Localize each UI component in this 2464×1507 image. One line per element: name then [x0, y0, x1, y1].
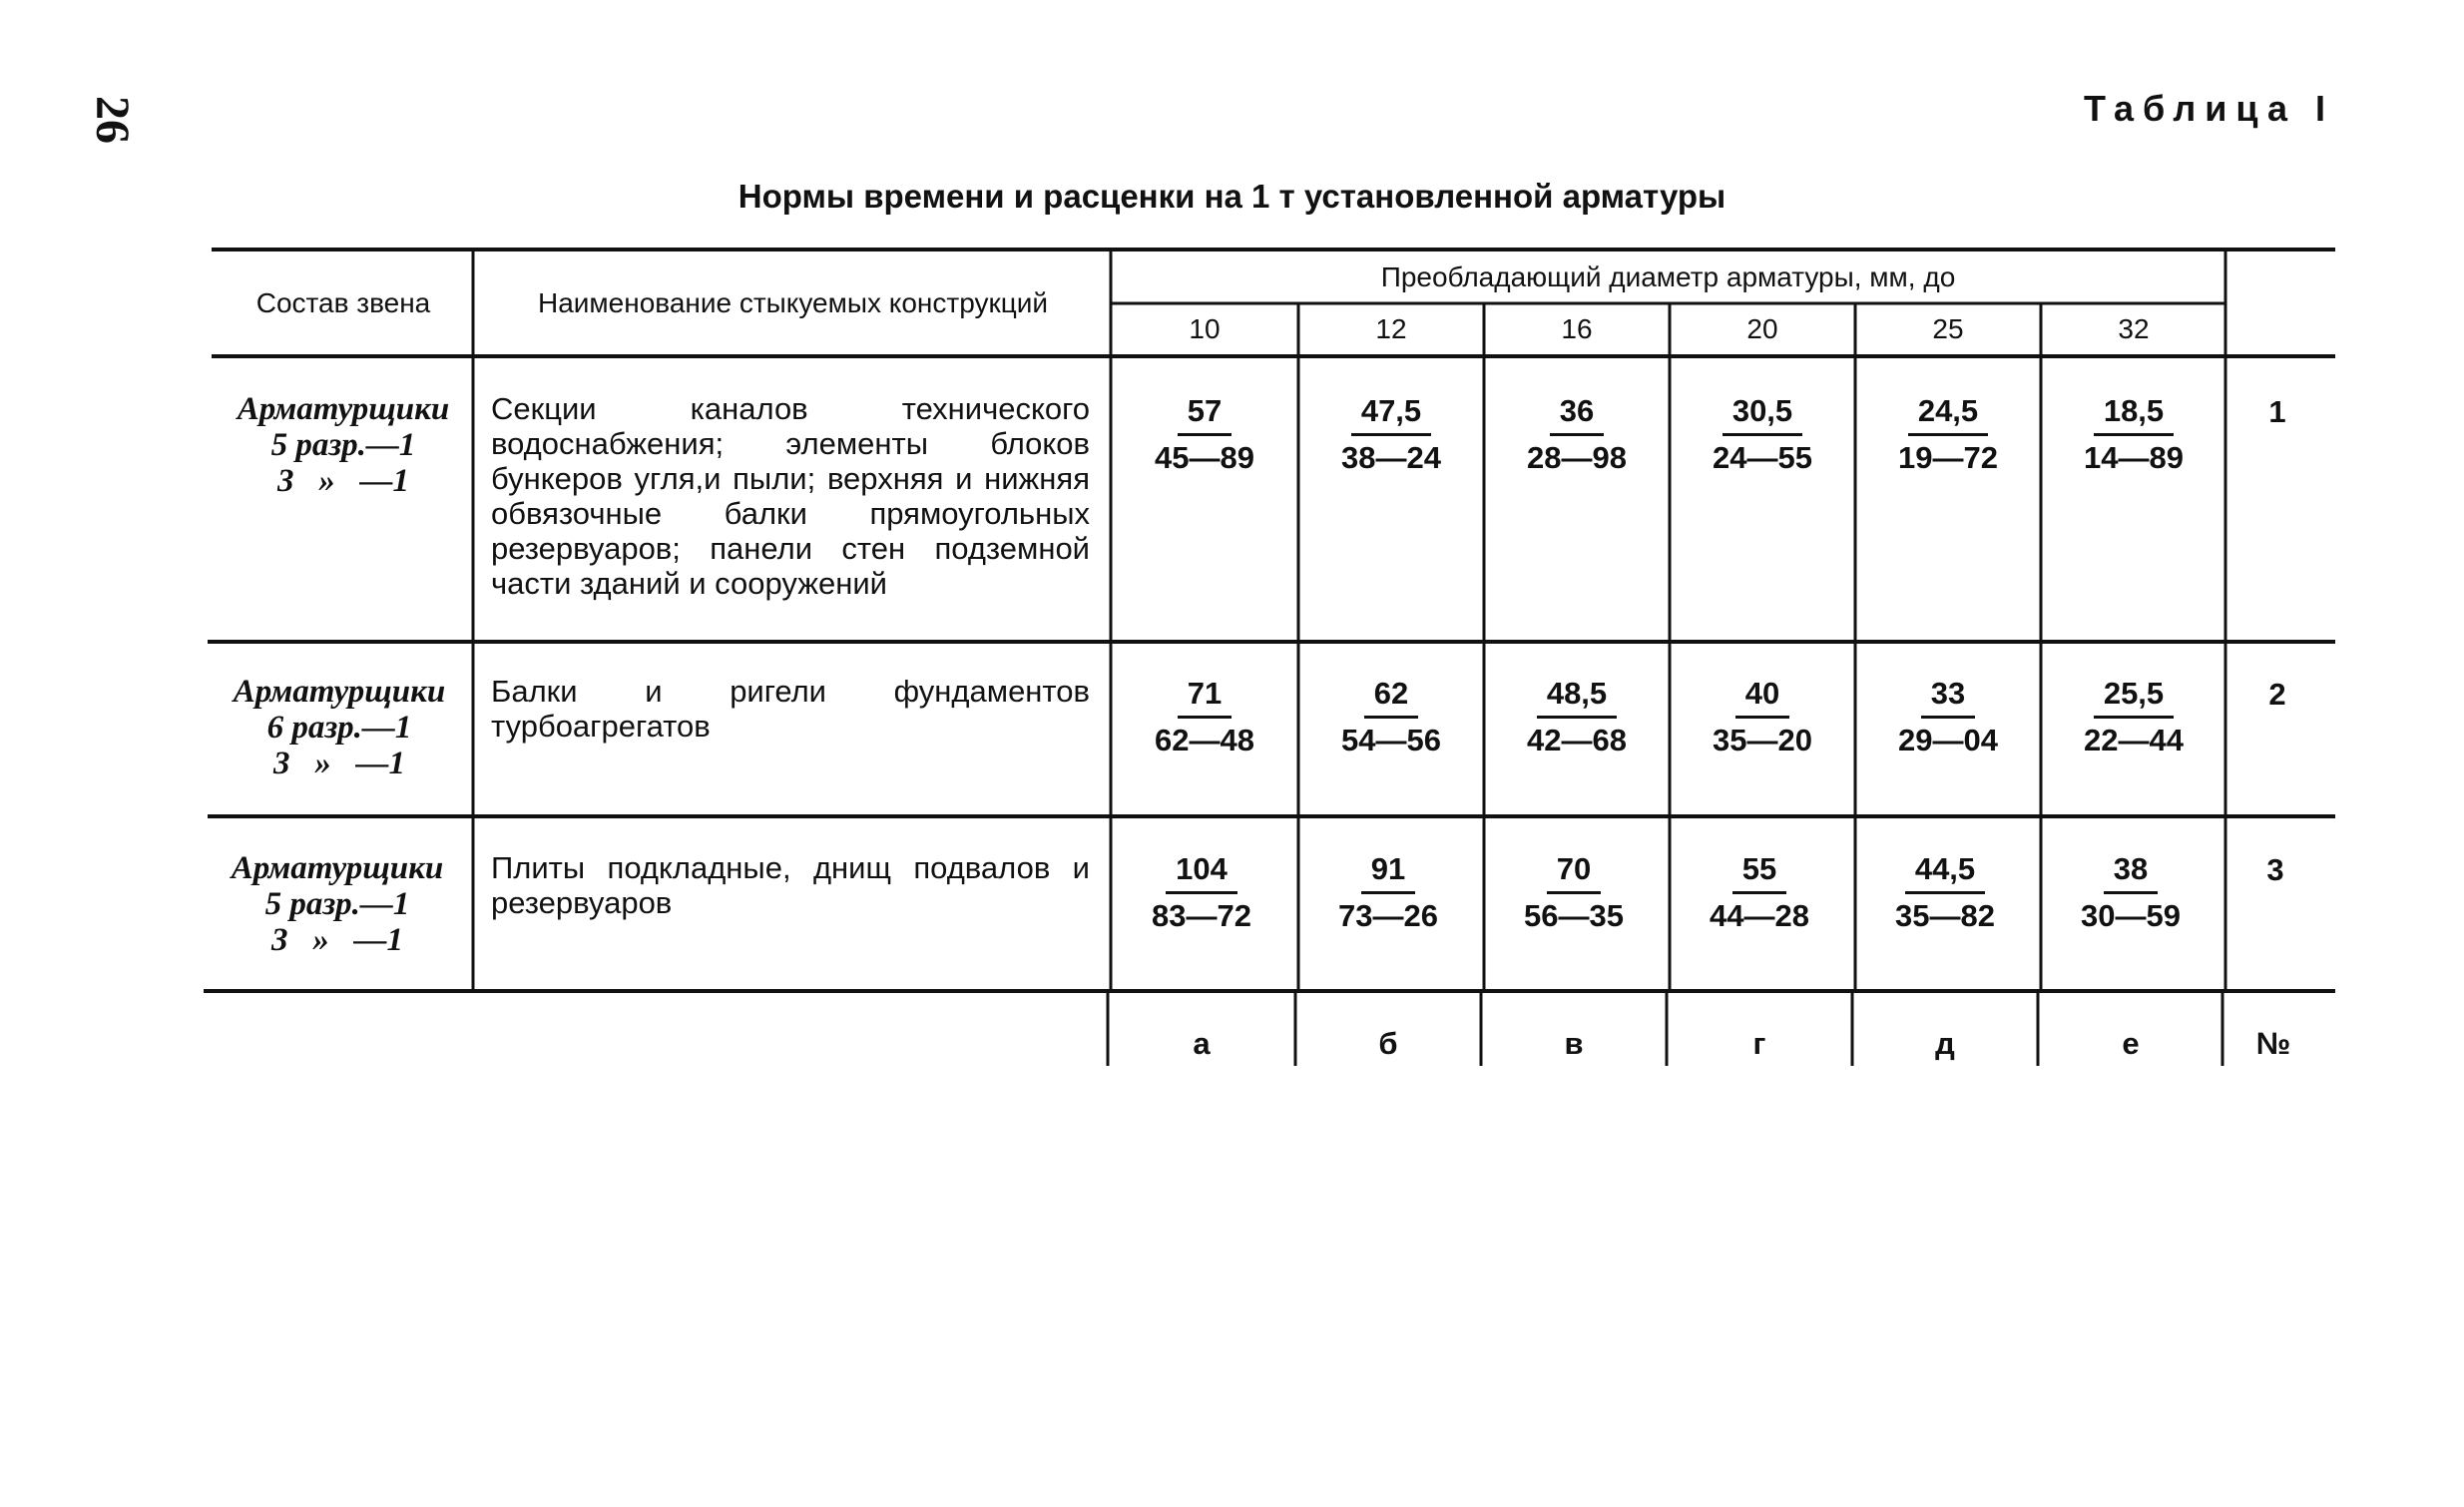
row-2-construction: Балки и ригели фундаментов турбоагрегатов [491, 674, 1090, 744]
price: 35—20 [1713, 723, 1812, 757]
norm: 55 [1732, 847, 1786, 894]
header-diameter-10: 10 [1189, 313, 1221, 344]
norm: 33 [1921, 672, 1975, 719]
norm: 62 [1364, 672, 1418, 719]
header-diameter-12: 12 [1375, 313, 1407, 344]
row-2-crew-title: Арматурщики [233, 674, 446, 710]
header-diameter-16: 16 [1561, 313, 1593, 344]
row-3-value-c [1481, 847, 1667, 938]
row-1-value-f [2041, 389, 2226, 480]
header-diameter-group: Преобладающий диаметр арматуры, мм, до [1380, 261, 1956, 292]
price: 44—28 [1710, 898, 1809, 933]
row-2-value-e [1855, 672, 2041, 762]
row-1-value-a [1112, 389, 1297, 480]
row-3-crew [208, 850, 467, 958]
row-3-number: 3 [2266, 852, 2284, 887]
norm: 48,5 [1537, 672, 1617, 719]
norm: 30,5 [1723, 389, 1802, 436]
row-1-value-c [1484, 389, 1670, 480]
price: 28—98 [1527, 440, 1627, 475]
table-title: Нормы времени и расценки на 1 т установленной арматуры [738, 178, 1726, 215]
row-2-crew-grade-b: 3 » —1 [273, 746, 405, 781]
price: 45—89 [1155, 440, 1254, 475]
header-name: Наименование стыкуемых конструкций [537, 287, 1049, 318]
price: 83—72 [1152, 898, 1251, 933]
header-diameter-25: 25 [1932, 313, 1964, 344]
row-1-crew-grade-b: 3 » —1 [277, 463, 409, 499]
header-crew: Состав звена [255, 287, 431, 318]
row-3-value-d [1667, 847, 1852, 938]
row-2-crew-grade-a: 6 разр.—1 [266, 710, 412, 746]
norm: 91 [1361, 847, 1415, 894]
price: 35—82 [1895, 898, 1995, 933]
row-1-number: 1 [2268, 394, 2286, 429]
row-3-value-e [1852, 847, 2038, 938]
row-1-value-b [1298, 389, 1484, 480]
price: 29—04 [1898, 723, 1998, 757]
row-1-crew [214, 391, 473, 499]
norm: 38 [2104, 847, 2158, 894]
row-2-value-c [1484, 672, 1670, 762]
number-sign: № [2255, 1026, 2291, 1061]
row-2-number: 2 [2268, 677, 2286, 712]
price: 73—26 [1338, 898, 1438, 933]
norm: 47,5 [1351, 389, 1431, 436]
column-letter-a: а [1193, 1026, 1211, 1061]
norm: 18,5 [2094, 389, 2174, 436]
column-letter-f: е [2122, 1026, 2140, 1061]
row-3-value-b [1295, 847, 1481, 938]
row-2-value-d [1670, 672, 1855, 762]
norm: 40 [1735, 672, 1789, 719]
norm: 70 [1547, 847, 1601, 894]
row-1-crew-title: Арматурщики [237, 391, 450, 427]
norm: 71 [1178, 672, 1232, 719]
norm: 24,5 [1908, 389, 1988, 436]
row-3-crew-title: Арматурщики [231, 850, 444, 886]
row-1-construction: Секции каналов технического водоснабжения; элементы блоков бункеров угля,и пыли; верхняя и нижняя обвязочные балки прямоугольных резервуаров; панели стен подземной части зданий и сооружений [491, 391, 1090, 601]
table-label: Таблица I [2083, 88, 2334, 129]
norm: 44,5 [1905, 847, 1985, 894]
row-3-construction: Плиты подкладные, днищ подвалов и резервуаров [491, 850, 1090, 920]
price: 56—35 [1524, 898, 1624, 933]
row-3-value-f [2038, 847, 2223, 938]
row-1-crew-grade-a: 5 разр.—1 [270, 427, 416, 463]
price: 38—24 [1341, 440, 1441, 475]
price: 62—48 [1155, 723, 1254, 757]
price: 42—68 [1527, 723, 1627, 757]
price: 30—59 [2081, 898, 2181, 933]
row-3-crew-grade-b: 3 » —1 [271, 922, 403, 958]
row-2-crew [210, 674, 469, 781]
norm: 104 [1166, 847, 1237, 894]
page-number: 26 [86, 96, 139, 144]
row-3-value-a [1109, 847, 1294, 938]
price: 24—55 [1713, 440, 1812, 475]
row-2-value-f [2041, 672, 2226, 762]
row-3-crew-grade-a: 5 разр.—1 [264, 886, 410, 922]
column-letter-c: в [1564, 1026, 1584, 1061]
norm: 57 [1178, 389, 1232, 436]
column-letter-d: г [1752, 1026, 1766, 1061]
header-diameter-32: 32 [2118, 313, 2150, 344]
column-letter-b: б [1378, 1026, 1398, 1061]
row-1-value-d [1670, 389, 1855, 480]
norm: 36 [1550, 389, 1604, 436]
row-2-value-a [1112, 672, 1297, 762]
row-1-value-e [1855, 389, 2041, 480]
price: 22—44 [2084, 723, 2184, 757]
row-2-value-b [1298, 672, 1484, 762]
column-letter-e: д [1935, 1026, 1955, 1061]
price: 14—89 [2084, 440, 2184, 475]
header-diameter-20: 20 [1746, 313, 1778, 344]
norm: 25,5 [2094, 672, 2174, 719]
price: 54—56 [1341, 723, 1441, 757]
price: 19—72 [1898, 440, 1998, 475]
